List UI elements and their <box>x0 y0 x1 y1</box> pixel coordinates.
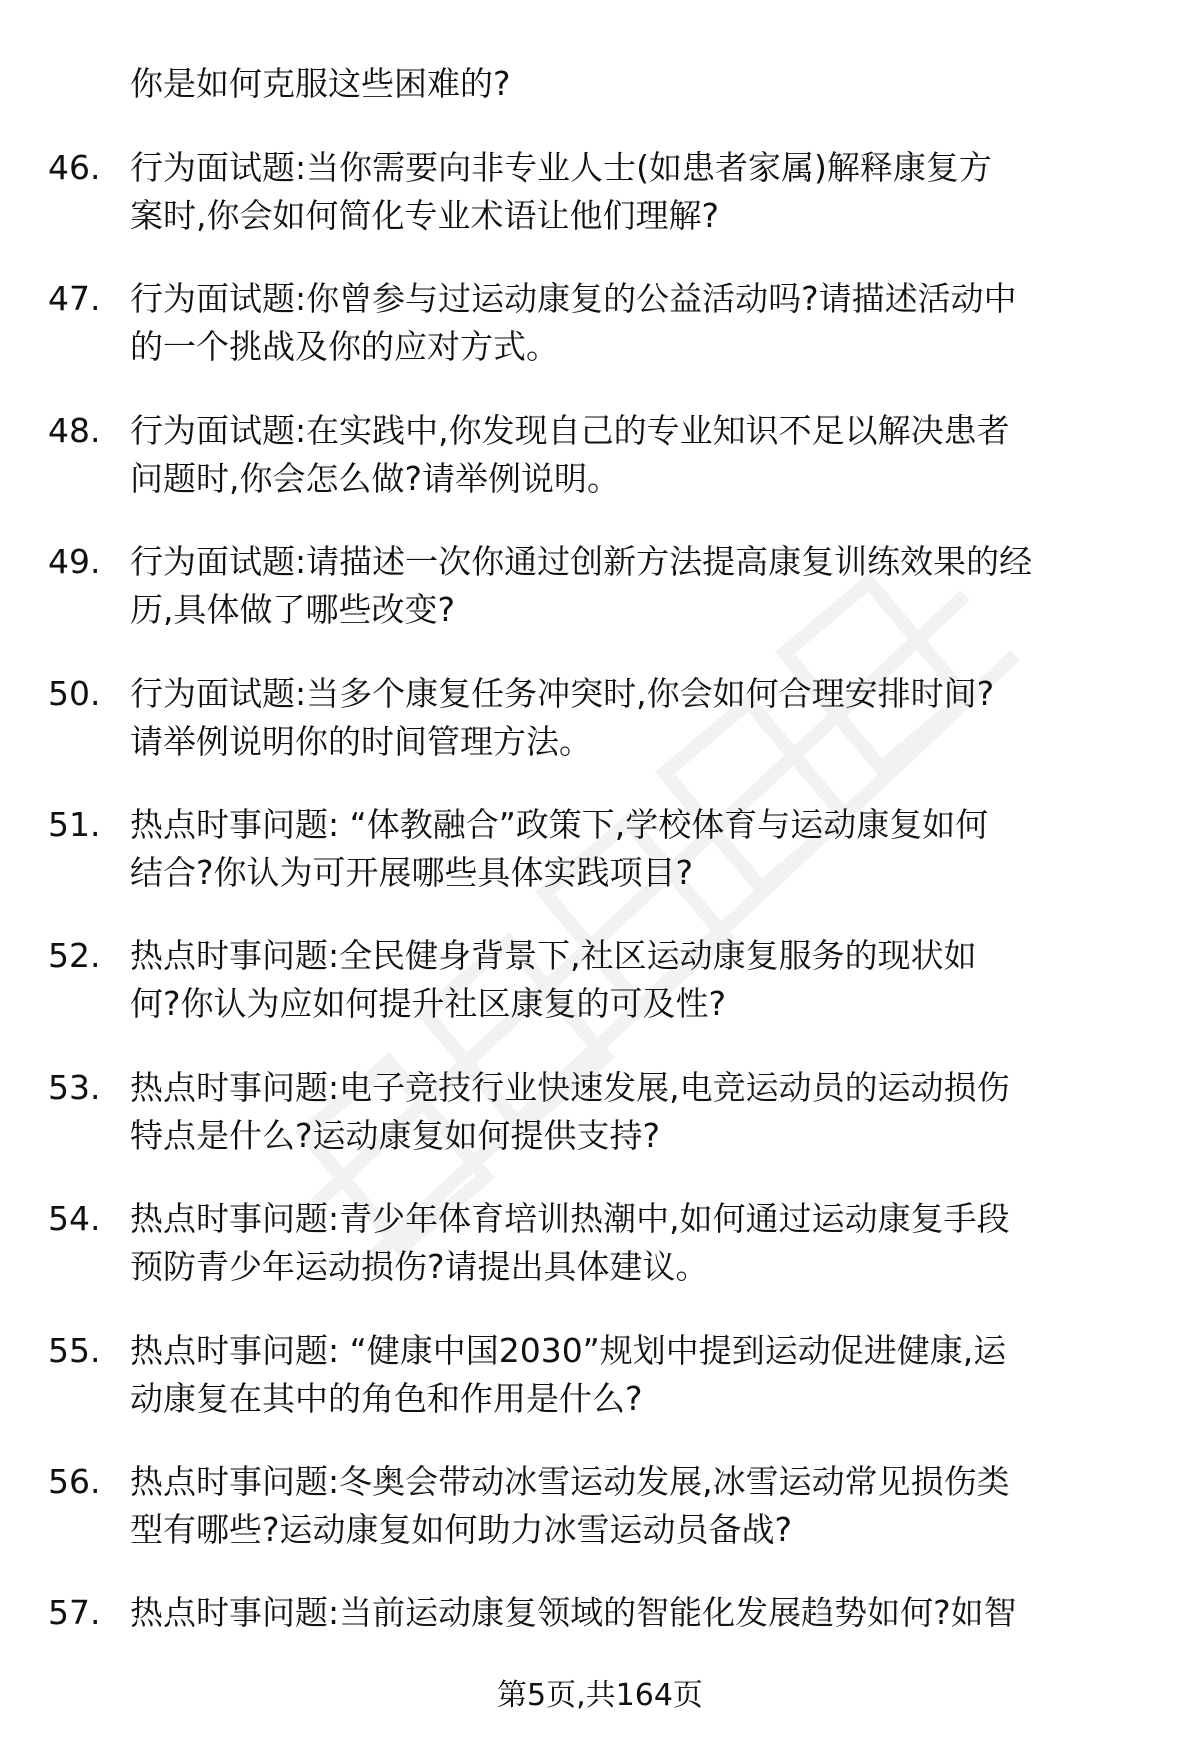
question-text-line: 热点时事问题:青少年体育培训热潮中,如何通过运动康复手段 <box>130 1199 1010 1239</box>
question-text-line: 动康复在其中的角色和作用是什么? <box>130 1378 643 1418</box>
question-item <box>0 538 1200 669</box>
question-text-line: 的一个挑战及你的应对方式。 <box>130 327 559 367</box>
question-item <box>0 1458 1200 1589</box>
question-number: 47. <box>48 279 101 319</box>
question-text <box>130 275 1155 371</box>
question-text <box>130 1064 1155 1160</box>
question-text <box>130 801 1155 897</box>
question-text-line: 行为面试题:当你需要向非专业人士(如患者家属)解释康复方 <box>130 148 992 187</box>
question-text <box>130 1327 1155 1423</box>
question-item <box>0 1327 1200 1458</box>
question-number: 49. <box>48 542 101 582</box>
question-item <box>0 275 1200 406</box>
question-text-line: 热点时事问题:当前运动康复领域的智能化发展趋势如何?如智 <box>130 1593 1017 1633</box>
question-text-line: 案时,你会如何简化专业术语让他们理解? <box>130 196 720 235</box>
question-text-line: 行为面试题:在实践中,你发现自己的专业知识不足以解决患者 <box>130 410 1010 450</box>
page-footer: 第5页,共164页 <box>497 1678 703 1713</box>
question-text-line: 特点是什么?运动康复如何提供支持? <box>130 1115 661 1155</box>
question-text <box>130 538 1155 634</box>
question-text-line: 热点时事问题:全民健身背景下,社区运动康复服务的现状如 <box>130 936 977 976</box>
question-number: 50. <box>48 673 101 713</box>
question-item <box>0 1195 1200 1326</box>
question-text-line: 行为面试题:请描述一次你通过创新方法提高康复训练效果的经 <box>130 542 1033 582</box>
question-text-line: 行为面试题:你曾参与过运动康复的公益活动吗?请描述活动中 <box>130 279 1017 319</box>
question-text-line: 历,具体做了哪些改变? <box>130 590 456 630</box>
question-item <box>0 1064 1200 1195</box>
question-item <box>0 670 1200 801</box>
question-text-line: 热点时事问题:电子竞技行业快速发展,电竞运动员的运动损伤 <box>130 1067 1010 1107</box>
question-item <box>0 801 1200 932</box>
question-text-line: 型有哪些?运动康复如何助力冰雪运动员备战? <box>130 1509 793 1549</box>
question-text <box>130 1589 1155 1637</box>
question-text-line: 热点时事问题: “健康中国2030”规划中提到运动促进健康,运 <box>130 1330 1007 1370</box>
question-number: 46. <box>48 148 101 187</box>
question-number: 57. <box>48 1593 101 1633</box>
question-text-line: 热点时事问题:冬奥会带动冰雪运动发展,冰雪运动常见损伤类 <box>130 1461 1010 1501</box>
question-text <box>130 932 1155 1028</box>
question-list <box>0 144 1200 1721</box>
question-number: 51. <box>48 804 101 844</box>
question-number: 48. <box>48 410 101 450</box>
question-text <box>130 144 1155 240</box>
question-text-line: 何?你认为应如何提升社区康复的可及性? <box>130 984 727 1024</box>
question-text-line: 热点时事问题: “体教融合”政策下,学校体育与运动康复如何 <box>130 804 989 844</box>
question-text-line: 请举例说明你的时间管理方法。 <box>130 721 592 761</box>
question-text-line: 预防青少年运动损伤?请提出具体建议。 <box>130 1247 709 1287</box>
question-number: 55. <box>48 1330 101 1370</box>
question-text-line: 问题时,你会怎么做?请举例说明。 <box>130 458 621 498</box>
question-number: 53. <box>48 1067 101 1107</box>
question-text-line: 行为面试题:当多个康复任务冲突时,你会如何合理安排时间? <box>130 673 995 713</box>
question-text-line: 结合?你认为可开展哪些具体实践项目? <box>130 852 694 892</box>
question-item <box>0 144 1200 275</box>
question-number: 54. <box>48 1199 101 1239</box>
question-number: 52. <box>48 936 101 976</box>
question-item <box>0 407 1200 538</box>
question-text <box>130 1195 1155 1291</box>
question-item <box>0 932 1200 1063</box>
question-number: 56. <box>48 1461 101 1501</box>
question-text <box>130 670 1155 766</box>
continuation-text: 你是如何克服这些困难的? <box>130 64 511 103</box>
question-text <box>130 1458 1155 1554</box>
question-text <box>130 407 1155 503</box>
